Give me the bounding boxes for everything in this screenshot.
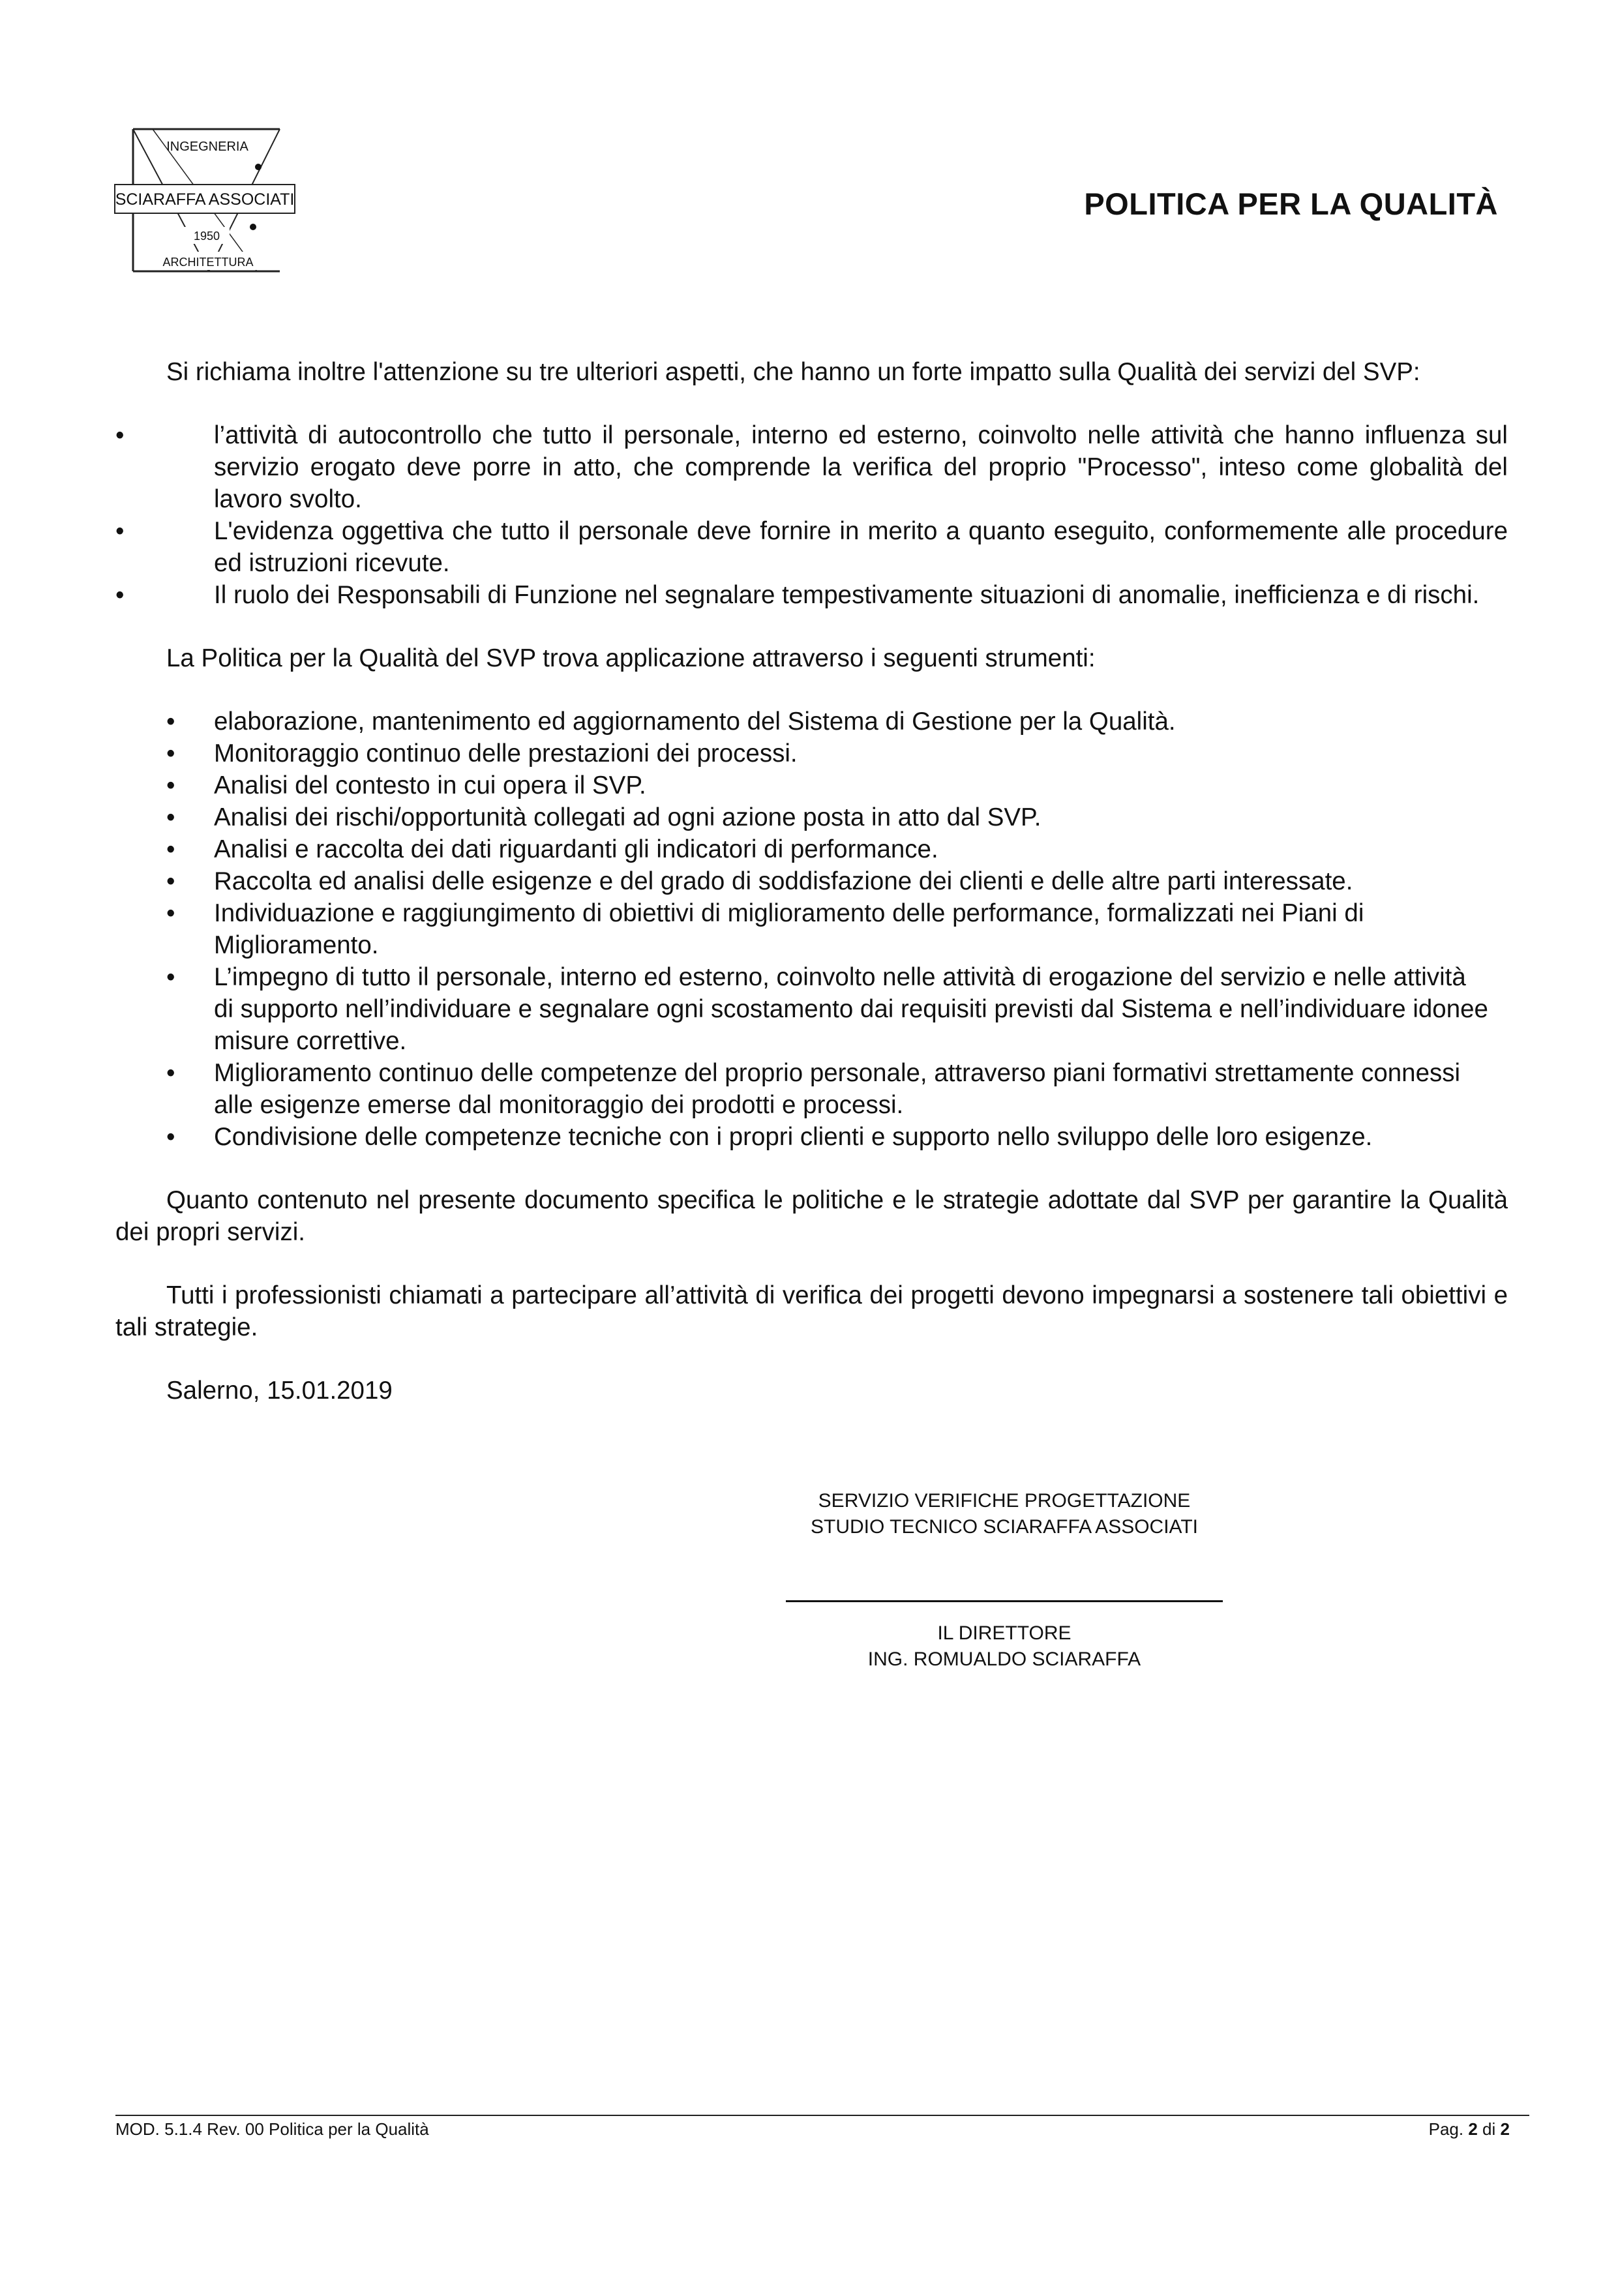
list-item-text: Analisi del contesto in cui opera il SVP. — [214, 771, 646, 799]
list-item-text: Analisi e raccolta dei dati riguardanti gli indicatori di performance. — [214, 835, 938, 863]
list-item-text: L’impegno di tutto il personale, interno ed esterno, coinvolto nelle attività di erogazione del servizio e nelle attività di supporto nell’individuare e segnalare ogni scostamento dai requisiti previsti dal Sistema e nell’individuare idonee misure correttive. — [214, 963, 1488, 1055]
bullet-icon: • — [115, 421, 125, 449]
list-item — [115, 419, 1508, 515]
bullet-icon: • — [166, 867, 175, 895]
logo-bottom-text: ARCHITETTURA — [162, 256, 254, 269]
page-separator: di — [1482, 2119, 1496, 2139]
list-item-text: Individuazione e raggiungimento di obiettivi di miglioramento delle performance, formalizzati nei Piani di Miglioramento. — [214, 899, 1364, 959]
list-item-text: elaborazione, mantenimento ed aggiornamento del Sistema di Gestione per la Qualità. — [214, 708, 1176, 736]
page-current: 2 — [1468, 2119, 1478, 2139]
list-item — [115, 769, 1508, 801]
signature-role: IL DIRETTORE — [937, 1622, 1071, 1644]
list-item — [115, 801, 1508, 833]
tools-list — [115, 706, 1508, 1153]
intro-paragraph: Si richiama inoltre l'attenzione su tre ulteriori aspetti, che hanno un forte impatto sulla Qualità dei servizi del SVP: — [166, 358, 1420, 386]
bullet-icon: • — [166, 771, 175, 799]
list-item — [115, 1057, 1508, 1121]
bullet-icon: • — [115, 517, 125, 545]
bullet-icon: • — [166, 899, 175, 927]
aspects-list — [115, 419, 1508, 611]
list-item-text: L'evidenza oggettiva che tutto il personale deve fornire in merito a quanto eseguito, conformemente alle procedure ed istruzioni ricevute. — [214, 517, 1508, 577]
bullet-icon: • — [166, 1123, 175, 1151]
list-item — [115, 738, 1508, 769]
bullet-icon: • — [166, 835, 175, 863]
list-item — [115, 706, 1508, 738]
logo-graphic — [113, 124, 296, 280]
signature-block — [783, 1488, 1226, 1673]
logo-top-text: INGEGNERIA — [166, 140, 248, 154]
closing-paragraph-2: Tutti i professionisti chiamati a partecipare all’attività di verifica dei progetti devono impegnarsi a sostenere tali obiettivi e tali strategie. — [115, 1281, 1508, 1341]
page-prefix: Pag. — [1428, 2119, 1464, 2139]
document-title: POLITICA PER LA QUALITÀ — [1084, 186, 1498, 221]
company-logo — [113, 124, 296, 280]
logo-middle-text: SCIARAFFA ASSOCIATI — [115, 190, 295, 209]
list-item-text: Miglioramento continuo delle competenze del proprio personale, attraverso piani formativi strettamente connessi alle esigenze emerse dal monitoraggio dei prodotti e processi. — [214, 1059, 1461, 1119]
list-item-text: Condivisione delle competenze tecniche con i propri clienti e supporto nello sviluppo delle loro esigenze. — [214, 1123, 1373, 1151]
list-item-text: l’attività di autocontrollo che tutto il personale, interno ed esterno, coinvolto nelle attività che hanno influenza sul servizio erogato deve porre in atto, che comprende la verifica del proprio "Processo", inteso come globalità del lavoro svolto. — [214, 421, 1508, 513]
list-item — [115, 1121, 1508, 1153]
list-item — [115, 961, 1508, 1057]
signature-name: ING. ROMUALDO SCIARAFFA — [867, 1648, 1141, 1670]
list-item — [115, 515, 1508, 579]
bullet-icon: • — [166, 803, 175, 831]
list-item-text: Il ruolo dei Responsabili di Funzione nel segnalare tempestivamente situazioni di anomalie, inefficienza e di rischi. — [214, 581, 1480, 609]
signature-line — [786, 1600, 1223, 1602]
list-item — [115, 579, 1508, 611]
page-number — [1429, 2119, 1510, 2139]
bullet-icon: • — [166, 963, 175, 991]
bullet-icon: • — [166, 739, 175, 768]
logo-year: 1950 — [193, 230, 220, 243]
list-item-text: Analisi dei rischi/opportunità collegati ad ogni azione posta in atto dal SVP. — [214, 803, 1041, 831]
list-item-text: Monitoraggio continuo delle prestazioni dei processi. — [214, 739, 798, 768]
list-item — [115, 865, 1508, 897]
document-body — [115, 356, 1508, 1407]
footer-doc-ref: MOD. 5.1.4 Rev. 00 Politica per la Qualità — [115, 2119, 429, 2139]
list-item — [115, 833, 1508, 865]
signature-org-line-1: SERVIZIO VERIFICHE PROGETTAZIONE — [818, 1490, 1191, 1512]
signature-org-line-2: STUDIO TECNICO SCIARAFFA ASSOCIATI — [811, 1516, 1198, 1538]
list-item — [115, 897, 1508, 961]
page-total: 2 — [1500, 2119, 1510, 2139]
bullet-icon: • — [166, 708, 175, 736]
tools-intro: La Politica per la Qualità del SVP trova applicazione attraverso i seguenti strumenti: — [166, 644, 1096, 672]
list-item-text: Raccolta ed analisi delle esigenze e del grado di soddisfazione dei clienti e delle altre parti interessate. — [214, 867, 1353, 895]
place-date: Salerno, 15.01.2019 — [166, 1377, 393, 1405]
bullet-icon: • — [115, 581, 125, 609]
footer-divider — [115, 2115, 1529, 2116]
closing-paragraph-1: Quanto contenuto nel presente documento specifica le politiche e le strategie adottate dal SVP per garantire la Qualità dei propri servizi. — [115, 1186, 1508, 1246]
bullet-icon: • — [166, 1059, 175, 1087]
